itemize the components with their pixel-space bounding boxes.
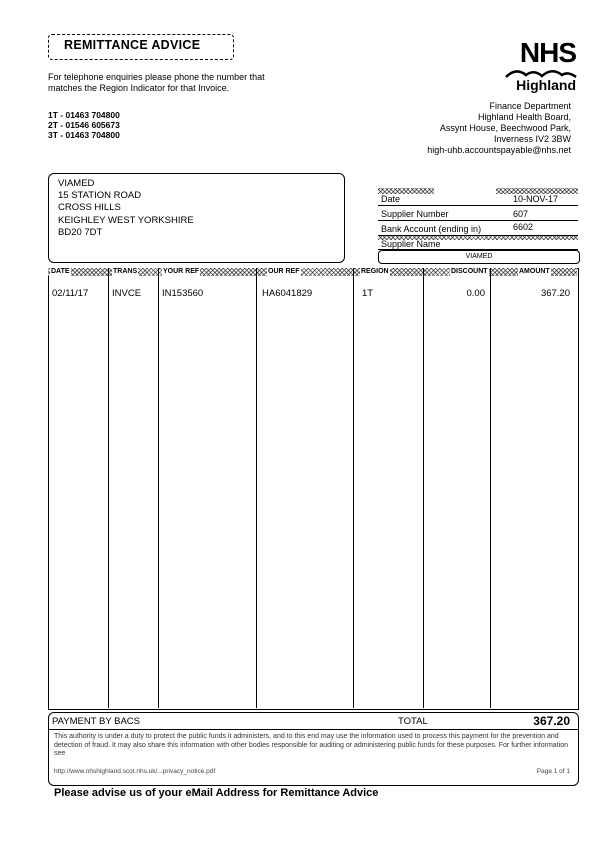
phone-number: 1T - 01463 704800 xyxy=(48,110,120,120)
phone-intro xyxy=(48,72,265,94)
row-amount: 367.20 xyxy=(540,288,570,299)
date-value: 10-NOV-17 xyxy=(513,194,559,204)
nhs-highland-logo xyxy=(510,37,576,95)
recipient-line: CROSS HILLS xyxy=(58,202,121,214)
recipient-line: BD20 7DT xyxy=(58,226,103,238)
sender-line: Inverness IV2 3BW xyxy=(493,134,571,144)
nhs-logo-text: NHS xyxy=(519,37,576,68)
row-our-ref: HA6041829 xyxy=(262,288,313,299)
field-rule xyxy=(498,220,578,221)
col-header-discount: DISCOUNT xyxy=(451,268,488,275)
sender-address xyxy=(331,101,571,156)
phone-intro-line: matches the Region Indicator for that Invoice. xyxy=(48,83,230,93)
phone-number: 2T - 01546 605673 xyxy=(48,120,120,130)
total-value: 367.20 xyxy=(533,714,570,728)
phone-number: 3T - 01463 704800 xyxy=(48,130,120,140)
field-rule xyxy=(378,205,498,206)
phone-intro-line: For telephone enquiries please phone the number that xyxy=(48,72,265,82)
row-trans: INVCE xyxy=(112,288,142,299)
recipient-line: 15 STATION ROAD xyxy=(58,190,142,202)
sender-line: Highland Health Board, xyxy=(477,112,571,122)
column-divider xyxy=(256,268,257,708)
remittance-table xyxy=(48,268,579,710)
col-header-your-ref: YOUR REF xyxy=(163,268,200,275)
bank-account-label: Bank Account (ending in) xyxy=(381,224,482,234)
payment-method: PAYMENT BY BACS xyxy=(52,716,140,727)
column-divider xyxy=(490,268,491,708)
sender-line: Assynt House, Beechwood Park, xyxy=(439,123,571,133)
row-your-ref: IN153560 xyxy=(162,288,204,299)
row-date: 02/11/17 xyxy=(52,288,89,299)
column-divider xyxy=(108,268,109,708)
field-rule xyxy=(498,205,578,206)
date-label: Date xyxy=(381,194,401,204)
sender-email: high-uhb.accountspayable@nhs.net xyxy=(427,145,571,155)
supplier-name-value: VIAMED xyxy=(378,250,580,264)
recipient-line: KEIGHLEY WEST YORKSHIRE xyxy=(58,214,194,226)
recipient-address xyxy=(58,178,194,239)
column-divider xyxy=(353,268,354,708)
supplier-number-label: Supplier Number xyxy=(381,209,449,219)
supplier-number-value: 607 xyxy=(513,209,529,219)
col-header-trans: TRANS xyxy=(113,268,138,275)
privacy-link[interactable]: http://www.nhshighland.scot.nhs.uk/...privacy_notice.pdf xyxy=(54,768,216,775)
nhs-logo-region: Highland xyxy=(516,77,576,93)
column-divider xyxy=(158,268,159,708)
supplier-name-label: Supplier Name xyxy=(381,239,441,249)
page-indicator: Page 1 of 1 xyxy=(536,768,570,775)
email-request-note: Please advise us of your eMail Address for Remittance Advice xyxy=(54,787,379,799)
col-header-region: REGION xyxy=(361,268,389,275)
recipient-line: VIAMED xyxy=(58,178,95,189)
total-label: TOTAL xyxy=(398,716,428,727)
col-header-date: DATE xyxy=(51,268,70,275)
row-region: 1T xyxy=(362,288,374,299)
col-header-our-ref: OUR REF xyxy=(268,268,300,275)
bank-account-value: 6602 xyxy=(513,222,534,232)
privacy-disclaimer: This authority is under a duty to protect the public funds it administers, and to this end may use the information used to process this payment for the prevention and detection of fraud. It may also share this information with other bodies responsible for auditing or administering public funds for these purposes. For further information see xyxy=(54,733,568,757)
column-divider xyxy=(423,268,424,708)
col-header-amount: AMOUNT xyxy=(519,268,550,275)
field-rule xyxy=(378,220,498,221)
sender-line: Finance Department xyxy=(489,101,571,111)
phone-list xyxy=(48,110,120,140)
page-title: REMITTANCE ADVICE xyxy=(64,38,201,52)
footer-rule xyxy=(48,729,578,730)
row-discount: 0.00 xyxy=(466,288,485,299)
